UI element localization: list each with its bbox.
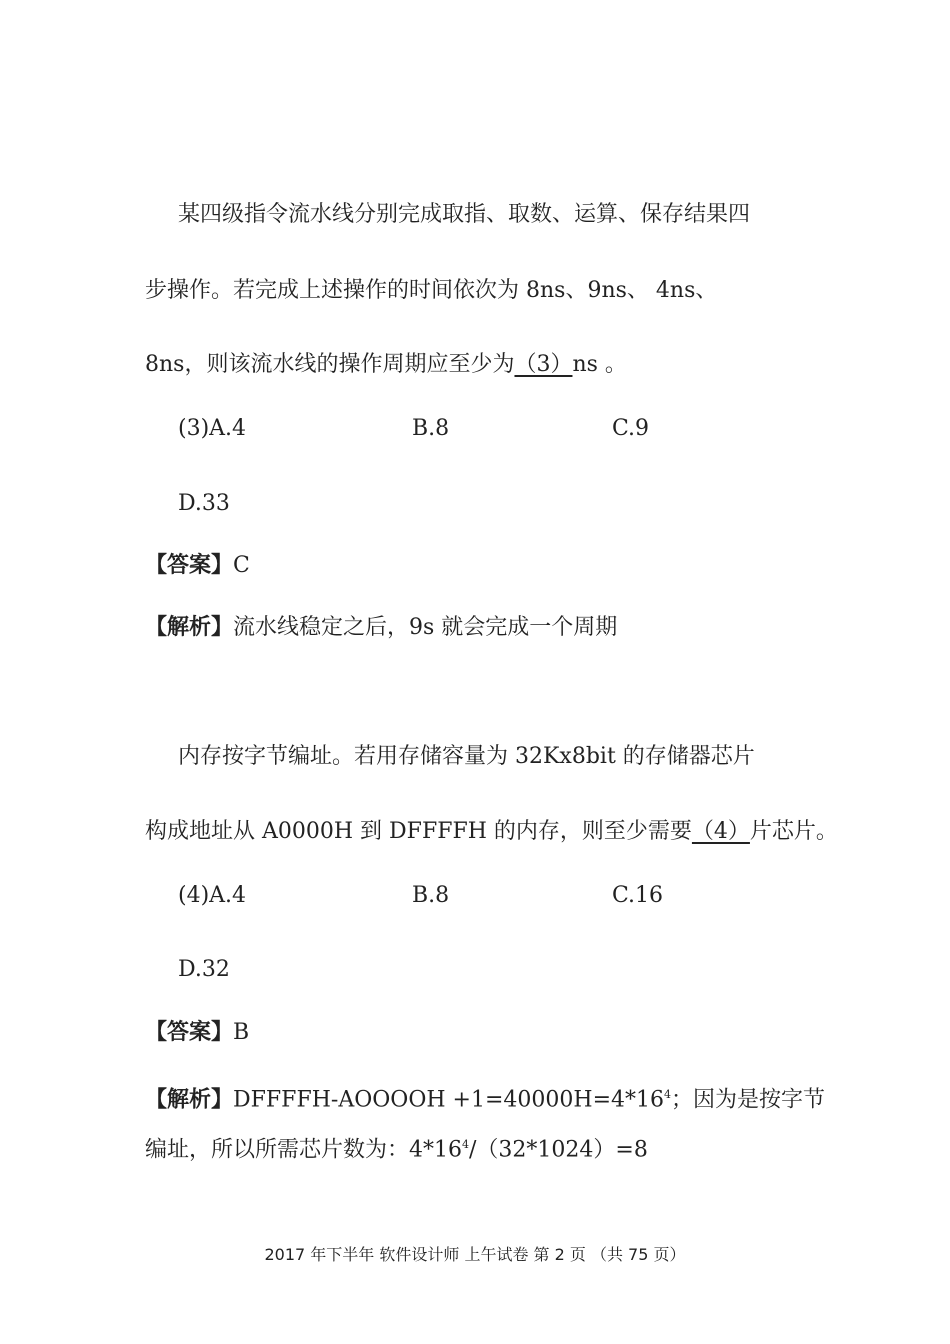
q3-stem-line1: 某四级指令流水线分别完成取指、取数、运算、保存结果四 xyxy=(178,202,751,227)
q4-answer-value: B xyxy=(233,1020,250,1045)
q3-option-c: C.9 xyxy=(612,416,650,441)
q4-analysis-result: /（32*1024）=8 xyxy=(469,1137,648,1163)
q3-option-b: B.8 xyxy=(412,416,450,441)
q4-option-a: (4)A.4 xyxy=(178,883,247,908)
q3-stem-line2: 步操作。若完成上述操作的时间依次为 8ns、9ns、 4ns、 xyxy=(145,278,718,303)
q3-blank: （3） xyxy=(514,352,573,377)
q3-analysis xyxy=(145,613,617,643)
q3-stem-text: 8ns，则该流水线的操作周期应至少为 xyxy=(145,352,515,377)
page-footer: 2017 年下半年 软件设计师 上午试卷 第 2 页 （共 75 页） xyxy=(264,1245,686,1264)
q3-stem-unit: ns 。 xyxy=(572,352,627,377)
q3-stem-line3 xyxy=(145,350,627,380)
q4-analysis-line2 xyxy=(145,1130,648,1165)
q4-stem-tail: 片芯片。 xyxy=(749,819,838,844)
q4-option-d: D.32 xyxy=(178,957,230,982)
q4-analysis-text: ；因为是按字节 xyxy=(671,1087,826,1113)
q4-analysis-formula: DFFFFH-AOOOOH +1=40000H=4*16 xyxy=(233,1087,665,1113)
q3-answer-value: C xyxy=(233,553,250,578)
q4-option-b: B.8 xyxy=(412,883,450,908)
q4-analysis-line1 xyxy=(145,1080,825,1115)
q4-analysis-label: 【解析】 xyxy=(145,1087,234,1113)
q4-blank: （4） xyxy=(691,819,750,844)
q3-answer-label: 【答案】 xyxy=(145,553,234,578)
q3-option-a: (3)A.4 xyxy=(178,416,247,441)
q3-analysis-label: 【解析】 xyxy=(145,615,234,640)
q4-analysis-exponent2: 4 xyxy=(462,1138,469,1151)
q4-option-c: C.16 xyxy=(612,883,664,908)
q3-answer xyxy=(145,551,250,581)
q4-answer-label: 【答案】 xyxy=(145,1020,234,1045)
q3-analysis-text: 流水线稳定之后，9s 就会完成一个周期 xyxy=(233,615,618,640)
q4-stem-text: 构成地址从 A0000H 到 DFFFFH 的内存，则至少需要 xyxy=(145,819,692,844)
q4-analysis-text2: 编址，所以所需芯片数为：4*16 xyxy=(145,1137,462,1163)
q4-answer xyxy=(145,1018,249,1048)
q3-option-d: D.33 xyxy=(178,491,230,516)
q4-stem-line1: 内存按字节编址。若用存储容量为 32Kx8bit 的存储器芯片 xyxy=(178,744,755,769)
q4-analysis-exponent: 4 xyxy=(664,1088,672,1101)
q4-stem-line2 xyxy=(145,817,838,847)
